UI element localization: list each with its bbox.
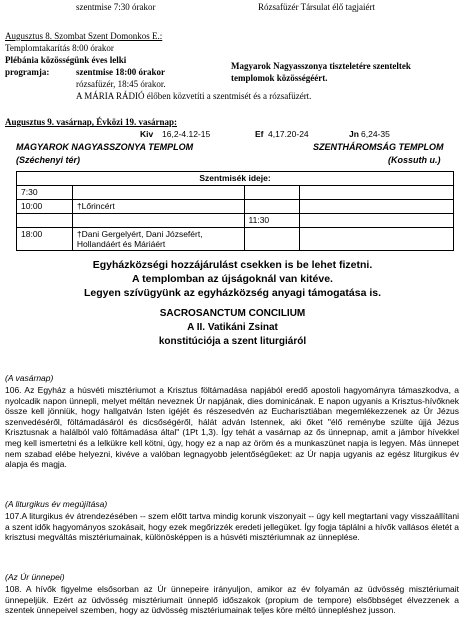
- reading-3-label: Jn: [349, 129, 359, 139]
- mass-schedule-table: [16, 171, 454, 251]
- top-mass-time: szentmise 7:30 órakor: [76, 2, 156, 12]
- appeal-line-1: Egyházközségi hozzájárulást csekken is be lehet fizetni.: [92, 259, 373, 271]
- table-row: [17, 214, 454, 228]
- reading-3-ref: 6,24-35: [361, 129, 390, 139]
- section-text-lords-feasts: 108. A hívők figyelme elsősorban az Úr ünnepeire irányuljon, amikor az év folyamán az üdvösség misztériumait ünnepeljük. Ezért az üdvösség misztériumait ünneplő időszakok (propium de tempore) elsőbbséget élvezzenek a szentek ünnepeivel szemben, hogy az üdvösség misztériumainak teljes köre méltó ünnepléshez jusson.: [5, 584, 459, 616]
- appeal-line-3: Legyen szívügyünk az egyházközség anyagi támogatása is.: [83, 287, 382, 299]
- intent-left: [72, 186, 244, 200]
- aug8-heading: Augusztus 8. Szombat Szent Domonkos E.:: [5, 31, 163, 41]
- aug9-heading: Augusztus 9. vasárnap, Évközi 19. vasárnap:: [5, 117, 178, 127]
- aug8-side-1: Magyarok Nagyasszonya tiszteletére szenteltek: [231, 61, 411, 71]
- table-header-row: [17, 172, 454, 186]
- church-left: MAGYAROK NAGYASSZONYA TEMPLOM: [16, 142, 194, 152]
- reading-2-ref: 4,17.20-24: [268, 129, 309, 139]
- table-header: Szentmisék ideje:: [17, 172, 454, 186]
- time-right: [244, 200, 300, 214]
- top-rosary: Rózsafüzér Társulat élő tagjaiért: [258, 2, 376, 12]
- time-right: 11:30: [244, 214, 300, 228]
- table-row: [17, 228, 454, 251]
- council-title: SACROSANCTUM CONCILIUM: [159, 308, 306, 319]
- church-left-sub: (Széchenyi tér): [16, 155, 81, 165]
- council-subtitle: A II. Vatikáni Zsinat: [187, 322, 278, 333]
- reading-1-ref: 16,2-4.12-15: [162, 129, 211, 139]
- church-right-sub: (Kossuth u.): [388, 155, 441, 165]
- church-right: SZENTHÁROMSÁG TEMPLOM: [313, 142, 444, 152]
- aug8-radio: A MÁRIA RÁDIÓ élőben közvetíti a szentmisét és a rózsafüzért.: [76, 91, 312, 101]
- aug8-mass: szentmise 18:00 órakor: [76, 67, 165, 77]
- table-row: [17, 200, 454, 214]
- section-text-sunday: 106. Az Egyház a húsvéti misztériumot a Krisztus föltámadása napjából eredő apostoli hagyományra támaszkodva, a nyolcadik napon ünnepli, melyet méltán neveznek Úr napjának, dies dominicának. E napon ugyanis a Krisztus-hívőknek össze kell jönniük, hogy hallgatván Isten igéjét és részesedvén az Eucharisztiában megemlékezzenek az Úr Jézus szenvedéséről, föltámadásáról és dicsőségéről, hálát adván Istennek, aki őket "élő reménybe szülte újjá Jézus Krisztusnak a halálból való föltámadása által" (1Pt 1,3). Így tehát a vasárnap az ős ünnepnap, amit a jámbor hívekkel meg kell ismertetni és a lelkükre kell kötni, úgy, hogy ez a nap az öröm és a munkaszünet napja is legyen. Más ünnepet nem szabad elébe helyezni, kivéve a valóban legnagyobb jelentőségűeket: az Úr napja ugyanis az egész liturgikus év alapja és magja.: [5, 385, 459, 470]
- aug8-rosary: rózsafüzér, 18:45 órakor.: [76, 79, 166, 89]
- time-right: [244, 228, 300, 251]
- time-right: [244, 186, 300, 200]
- intent-right: [300, 214, 454, 228]
- reading-1-label: Kiv: [140, 129, 154, 139]
- intent-left-line-2: Hollandáért és Máriáért: [76, 239, 166, 249]
- intent-left: [72, 214, 244, 228]
- section-heading-lords-feasts: (Az Úr ünnepei): [5, 572, 65, 582]
- intent-right: [300, 228, 454, 251]
- intent-left: †Lőrincért: [72, 200, 244, 214]
- table-row: [17, 186, 454, 200]
- reading-2-label: Ef: [255, 129, 264, 139]
- aug8-program-label-1: Plébánia közösségünk éves lelki: [5, 55, 127, 65]
- section-text-liturgical-year: 107.A liturgikus év átrendezésében -- szem előtt tartva mindig korunk viszonyait -- úgy kell megtartani vagy visszaállítani a szent idők hagyományos szokásait, hogy ezek megőrizzék eredeti jellegüket. Így fogja táplálni a hívők vallásos életét a krisztusi megváltás misztériumainak, különösképpen is a húsvéti misztériumnak az ünneplése.: [5, 511, 459, 543]
- aug8-program-label-2: programja:: [5, 67, 50, 77]
- appeal-line-2: A templomban az újságoknál van kitéve.: [132, 273, 333, 285]
- aug8-side-2: templomok közösségéért.: [231, 73, 328, 83]
- time-left: 7:30: [17, 186, 73, 200]
- section-heading-liturgical-year: (A liturgikus év megújítása): [5, 499, 108, 509]
- time-left: 18:00: [17, 228, 73, 251]
- intent-left: [72, 228, 244, 251]
- aug8-cleaning: Templomtakarítás 8:00 órakor: [5, 43, 114, 53]
- intent-left-line-1: †Dani Gergelyért, Dani Józsefért,: [76, 229, 203, 239]
- intent-right: [300, 186, 454, 200]
- time-left: 10:00: [17, 200, 73, 214]
- section-heading-sunday: (A vasárnap): [5, 373, 54, 383]
- council-subtitle-2: konstitúciója a szent liturgiáról: [158, 336, 307, 347]
- intent-right: [300, 200, 454, 214]
- time-left: [17, 214, 73, 228]
